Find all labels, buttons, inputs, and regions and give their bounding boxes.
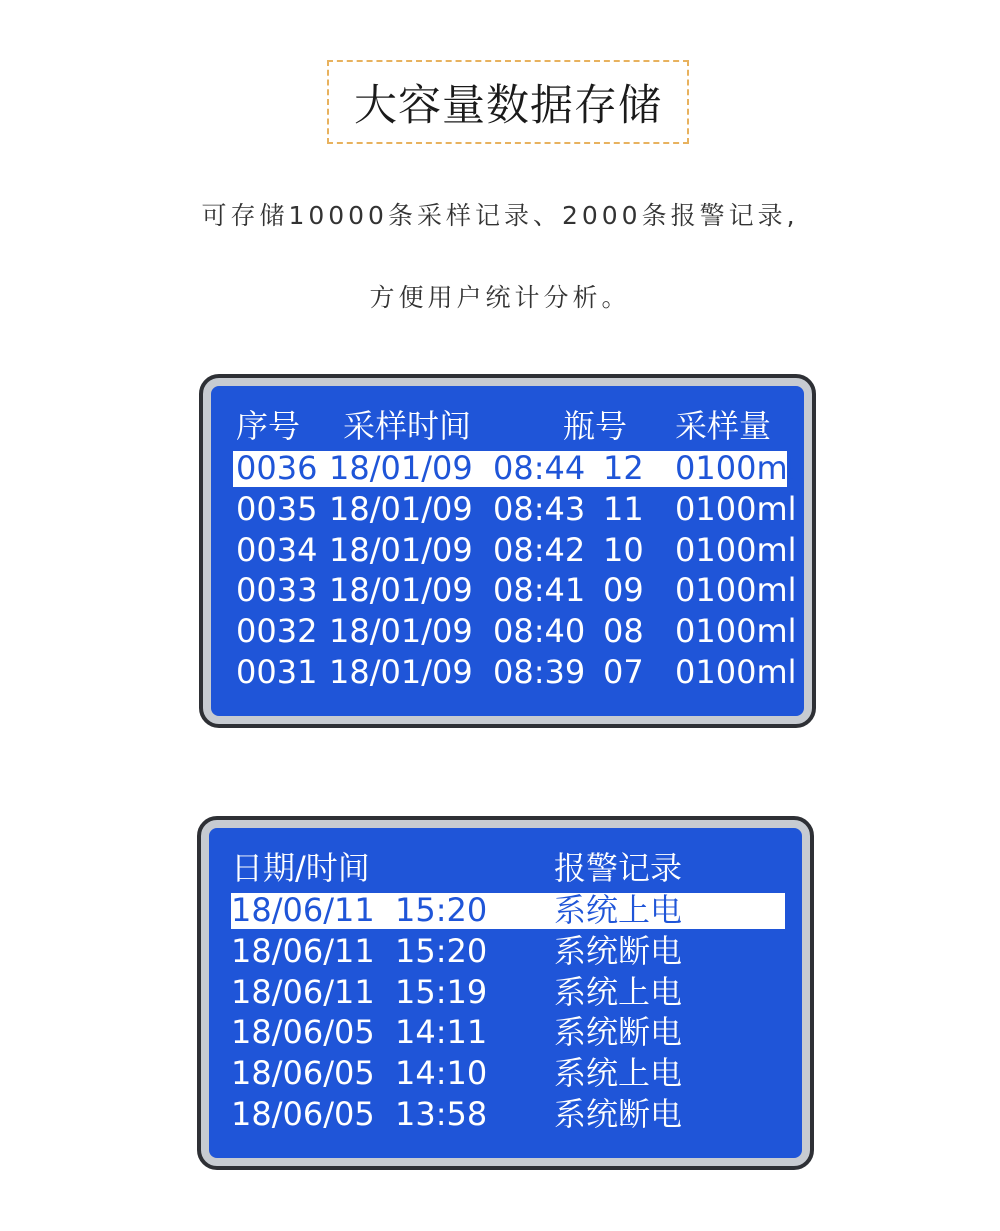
- cell-seq: 0032: [236, 612, 318, 651]
- description-line-1: 可存储10000条采样记录、2000条报警记录,: [201, 201, 799, 230]
- cell-time: 08:41: [493, 571, 586, 610]
- cell-date: 18/06/11: [231, 891, 375, 929]
- cell-volume: 0100ml: [675, 612, 797, 651]
- cell-date: 18/01/09: [329, 612, 473, 651]
- cell-date: 18/06/11: [231, 931, 375, 970]
- table-row[interactable]: [211, 652, 804, 692]
- cell-time: 08:43: [493, 489, 586, 528]
- cell-date: 18/06/05: [231, 1054, 375, 1093]
- sampling-records-screen: [199, 374, 816, 728]
- cell-date: 18/06/05: [231, 1095, 375, 1133]
- alarm-records-display: [209, 828, 802, 1158]
- table-row[interactable]: [211, 611, 804, 651]
- cell-time: 08:40: [493, 612, 586, 651]
- cell-time: 14:11: [395, 1013, 488, 1052]
- header-volume: 采样量: [675, 407, 772, 445]
- cell-time: 15:20: [395, 931, 488, 970]
- cell-volume: 0100ml: [675, 449, 797, 487]
- cell-alarm-record: 系统上电: [554, 891, 683, 929]
- header-datetime: 日期/时间: [231, 849, 370, 887]
- cell-bottle: 07: [603, 653, 644, 691]
- table-row[interactable]: [209, 1053, 802, 1093]
- table-row[interactable]: [209, 972, 802, 1012]
- page-title: 大容量数据存储: [327, 60, 689, 144]
- cell-alarm-record: 系统断电: [554, 1095, 683, 1133]
- cell-date: 18/01/09: [329, 653, 473, 691]
- cell-time: 14:10: [395, 1054, 488, 1093]
- cell-time: 15:19: [395, 972, 488, 1011]
- cell-bottle: 12: [603, 449, 644, 487]
- description-line-2: 方便用户统计分析。: [369, 283, 631, 312]
- table-row[interactable]: [211, 570, 804, 610]
- alarm-header-row: [209, 848, 802, 888]
- cell-alarm-record: 系统断电: [554, 1013, 683, 1052]
- sampling-records-display: [211, 386, 804, 716]
- table-row[interactable]: [211, 530, 804, 570]
- cell-time: 15:20: [395, 891, 488, 929]
- header-seq: 序号: [236, 407, 301, 445]
- cell-volume: 0100ml: [675, 530, 797, 569]
- table-row[interactable]: [209, 931, 802, 971]
- header-bottle: 瓶号: [563, 407, 628, 445]
- cell-date: 18/01/09: [329, 571, 473, 610]
- cell-bottle: 09: [603, 571, 644, 610]
- cell-time: 08:44: [493, 449, 586, 487]
- cell-alarm-record: 系统上电: [554, 972, 683, 1011]
- alarm-records-screen: [197, 816, 814, 1170]
- table-row[interactable]: [209, 890, 802, 930]
- table-row[interactable]: [211, 448, 804, 488]
- cell-seq: 0033: [236, 571, 318, 610]
- table-row[interactable]: [211, 489, 804, 529]
- cell-time: 08:42: [493, 530, 586, 569]
- cell-date: 18/01/09: [329, 489, 473, 528]
- sampling-header-row: [211, 406, 804, 446]
- cell-seq: 0031: [236, 653, 318, 691]
- cell-date: 18/06/05: [231, 1013, 375, 1052]
- cell-bottle: 11: [603, 489, 644, 528]
- cell-volume: 0100ml: [675, 571, 797, 610]
- cell-date: 18/06/11: [231, 972, 375, 1011]
- cell-bottle: 10: [603, 530, 644, 569]
- cell-date: 18/01/09: [329, 449, 473, 487]
- header-alarm-record: 报警记录: [554, 849, 683, 887]
- table-row[interactable]: [209, 1094, 802, 1134]
- cell-seq: 0036: [236, 449, 318, 487]
- cell-volume: 0100ml: [675, 489, 797, 528]
- cell-date: 18/01/09: [329, 530, 473, 569]
- cell-volume: 0100ml: [675, 653, 797, 691]
- cell-bottle: 08: [603, 612, 644, 651]
- cell-time: 13:58: [395, 1095, 488, 1133]
- cell-alarm-record: 系统断电: [554, 931, 683, 970]
- table-row[interactable]: [209, 1012, 802, 1052]
- header-sample-time: 采样时间: [343, 407, 472, 445]
- cell-time: 08:39: [493, 653, 586, 691]
- cell-seq: 0034: [236, 530, 318, 569]
- cell-seq: 0035: [236, 489, 318, 528]
- cell-alarm-record: 系统上电: [554, 1054, 683, 1093]
